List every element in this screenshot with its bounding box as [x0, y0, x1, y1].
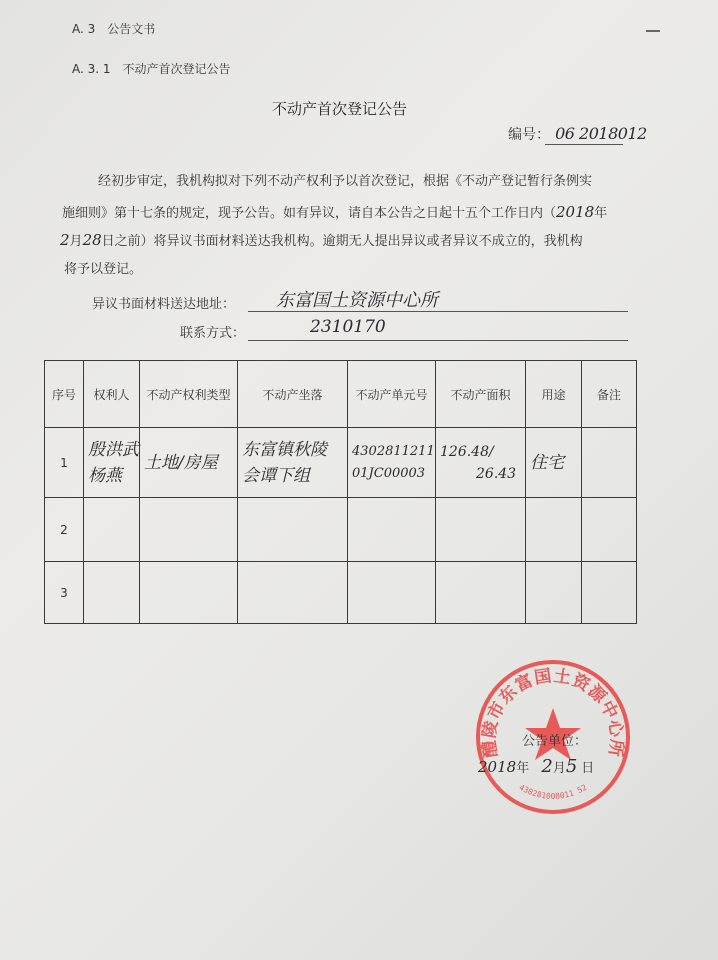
cell-unit	[348, 562, 436, 624]
section-subheading: A. 3. 1 不动产首次登记公告	[72, 62, 231, 76]
footer-month: 2	[541, 756, 553, 777]
address-label: 异议书面材料送达地址：	[92, 297, 236, 312]
seal-org-text: 醴陵市东富国土资源中心所	[479, 666, 627, 759]
cell-use	[526, 562, 582, 624]
cell-type	[140, 428, 238, 498]
col-header-type: 不动产权利类型	[140, 361, 238, 428]
cell-no: 2	[45, 498, 84, 562]
footer-day: 5	[565, 756, 578, 777]
serial-underline	[545, 144, 623, 145]
cell-note	[582, 498, 637, 562]
body-line-4: 将予以登记。	[64, 262, 143, 277]
area-line-2: 26.43	[476, 465, 517, 482]
area-line-1: 126.48/	[440, 443, 494, 460]
body-line-3	[60, 230, 583, 249]
cell-use	[526, 498, 582, 562]
col-header-holder: 权利人	[84, 361, 140, 428]
cell-type	[140, 498, 238, 562]
contact-value: 2310170	[310, 317, 386, 337]
footer-year-char: 年	[516, 761, 530, 776]
location-line-2: 会谭下组	[242, 465, 310, 486]
year-char: 年	[594, 206, 608, 221]
deadline-day: 28	[82, 231, 102, 249]
cell-location	[238, 562, 348, 624]
section-heading: A. 3 公告文书	[72, 22, 156, 36]
holder-name-2: 杨燕	[88, 465, 122, 486]
footer-unit-label: 公告单位：	[522, 734, 588, 749]
serial-label: 编号：	[508, 127, 550, 143]
col-header-note: 备注	[582, 361, 637, 428]
body-line-2	[62, 202, 607, 221]
table-header-row	[45, 361, 637, 428]
footer-date	[478, 756, 594, 777]
body-line-1: 经初步审定，我机构拟对下列不动产权利予以首次登记，根据《不动产登记暂行条例实	[98, 174, 593, 189]
cell-no: 1	[45, 428, 84, 498]
cell-note	[582, 562, 637, 624]
cell-holder	[84, 498, 140, 562]
unit-line-1: 4302811211	[352, 443, 435, 459]
holder-name-1: 殷洪武	[88, 439, 139, 460]
footer-year: 2018	[478, 758, 517, 776]
cell-area	[436, 562, 526, 624]
pen-mark	[646, 30, 660, 32]
seal-code: 430281008011 52	[517, 782, 589, 801]
serial-number	[508, 124, 647, 144]
deadline-month: 2	[60, 231, 70, 249]
unit-line-2: 01JC00003	[352, 465, 426, 481]
type-value: 土地/房屋	[144, 452, 218, 473]
address-value: 东富国土资源中心所	[276, 290, 438, 311]
cell-area	[436, 428, 526, 498]
address-underline	[248, 311, 628, 312]
cell-unit	[348, 428, 436, 498]
col-header-location: 不动产坐落	[238, 361, 348, 428]
cell-holder	[84, 562, 140, 624]
cell-type	[140, 562, 238, 624]
cell-area	[436, 498, 526, 562]
table-row	[45, 498, 637, 562]
serial-value: 06 2018012	[555, 124, 647, 143]
cell-no: 3	[45, 562, 84, 624]
footer-day-char: 日	[581, 761, 595, 776]
use-value: 住宅	[530, 452, 564, 473]
deadline-year: 2018	[556, 203, 595, 221]
body-line-3-text: 日之前）将异议书面材料送达我机构。逾期无人提出异议或者异议不成立的，我机构	[101, 234, 583, 249]
col-header-no: 序号	[45, 361, 84, 428]
cell-location	[238, 428, 348, 498]
registration-table	[44, 360, 637, 624]
cell-use	[526, 428, 582, 498]
col-header-unit: 不动产单元号	[348, 361, 436, 428]
cell-location	[238, 498, 348, 562]
footer-month-char: 月	[552, 761, 566, 776]
col-header-area: 不动产面积	[436, 361, 526, 428]
body-line-2-text: 施细则》第十七条的规定，现予公告。如有异议，请自本公告之日起十五个工作日内（	[62, 206, 557, 221]
month-char: 月	[69, 234, 83, 249]
col-header-use: 用途	[526, 361, 582, 428]
cell-note	[582, 428, 637, 498]
svg-text:430281008011 52	[518, 783, 589, 801]
table-row	[45, 428, 637, 498]
cell-holder	[84, 428, 140, 498]
cell-unit	[348, 498, 436, 562]
location-line-1: 东富镇秋陵	[242, 439, 327, 460]
table-row	[45, 562, 637, 624]
contact-label: 联系方式：	[180, 326, 246, 341]
page-title: 不动产首次登记公告	[272, 100, 408, 118]
contact-underline	[248, 340, 628, 341]
